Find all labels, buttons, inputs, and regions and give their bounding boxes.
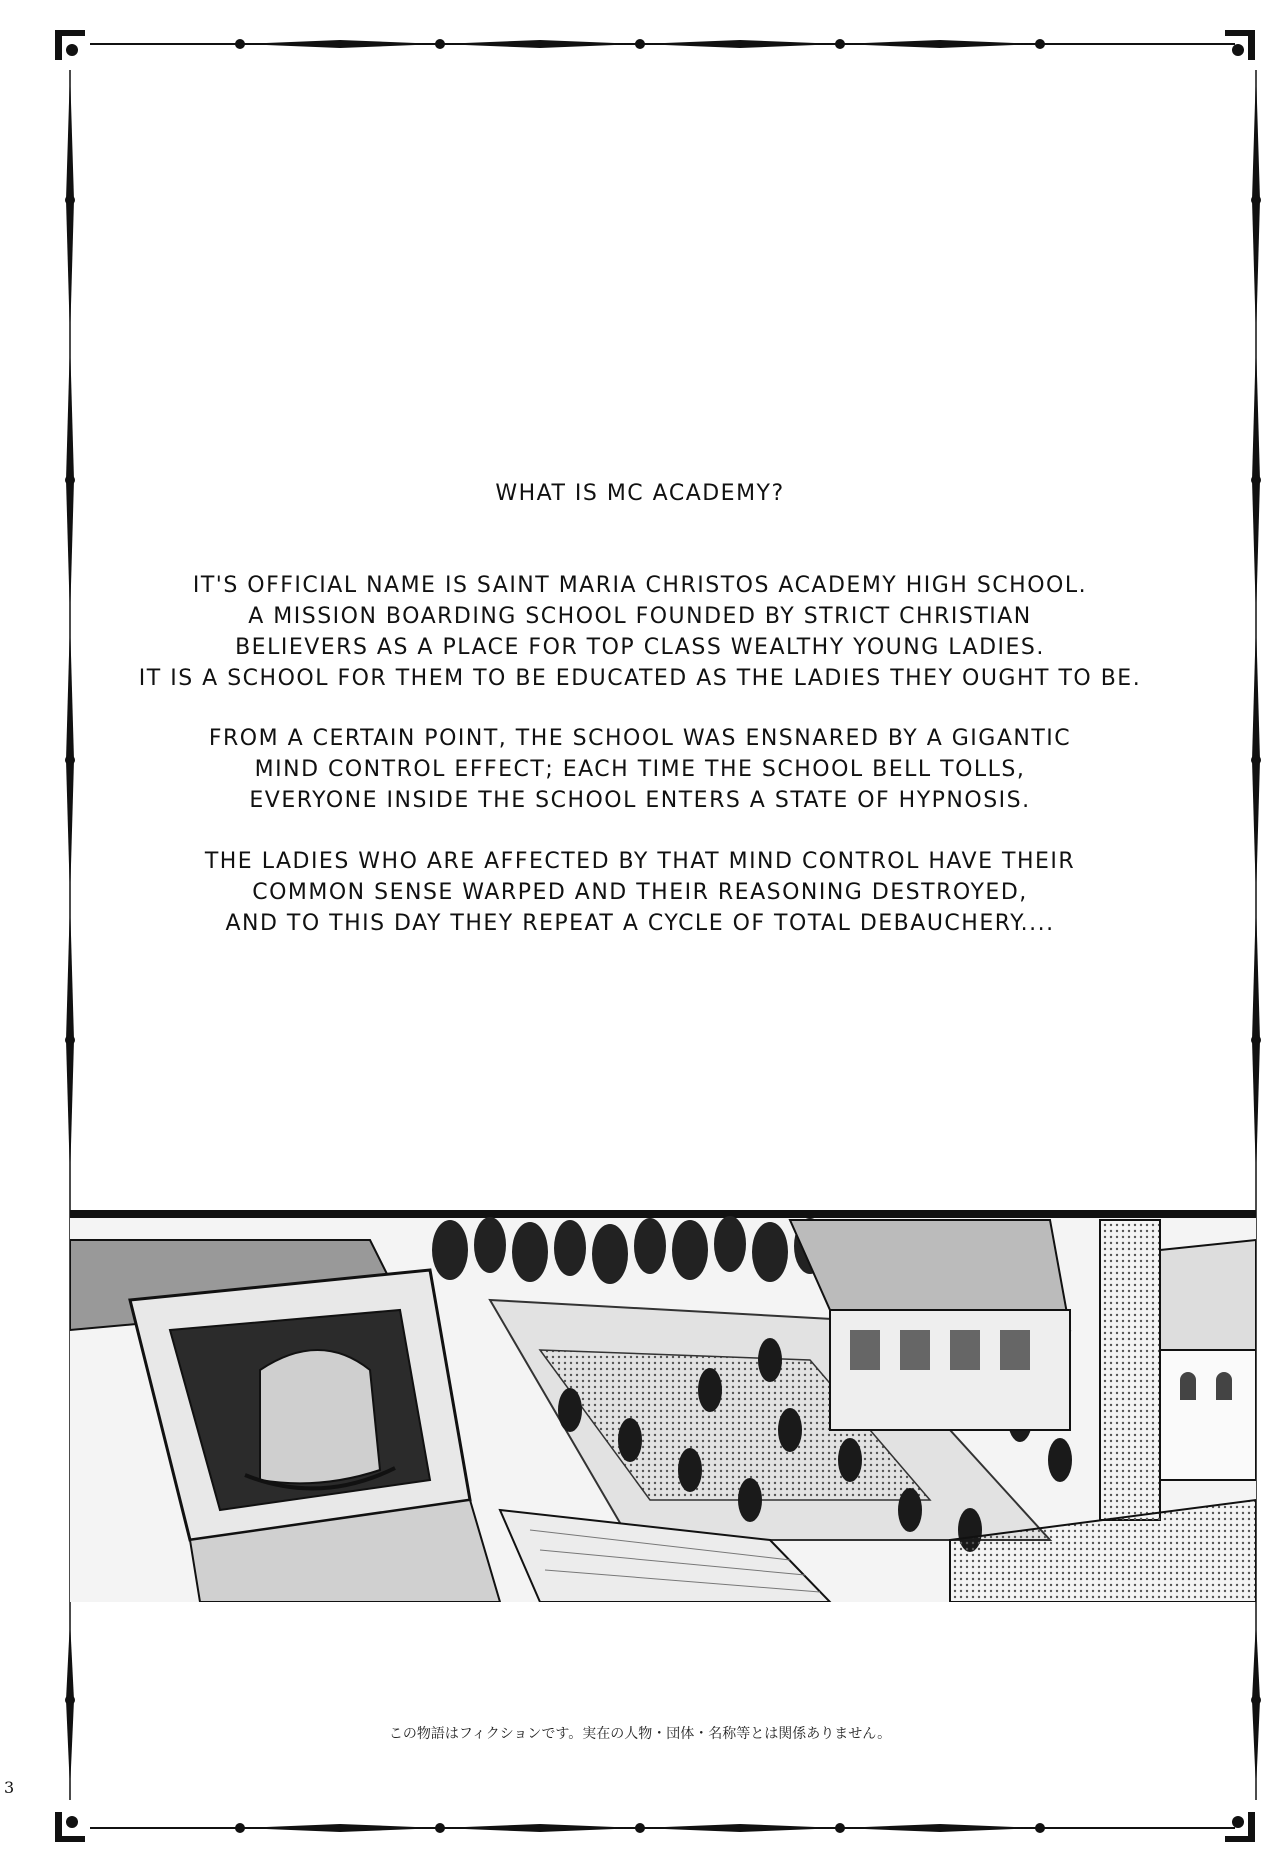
paragraph-line: BELIEVERS AS A PLACE FOR TOP CLASS WEALTHY YOUNG LADIES. [235, 635, 1045, 660]
paragraph-line: IT IS A SCHOOL FOR THEM TO BE EDUCATED AS THE LADIES THEY OUGHT TO BE. [138, 666, 1142, 691]
paragraph-line: THE LADIES WHO ARE AFFECTED BY THAT MIND CONTROL HAVE THEIR [204, 849, 1076, 874]
paragraph-line: EVERYONE INSIDE THE SCHOOL ENTERS A STATE OF HYPNOSIS. [249, 788, 1031, 813]
paragraph-line: A MISSION BOARDING SCHOOL FOUNDED BY STRICT CHRISTIAN [248, 604, 1032, 629]
school-bell-tower-illustration [70, 1210, 1256, 1602]
paragraph-3 [100, 846, 1180, 939]
paragraph-line: IT'S OFFICIAL NAME IS SAINT MARIA CHRISTOS ACADEMY HIGH SCHOOL. [192, 573, 1088, 598]
paragraph-line: COMMON SENSE WARPED AND THEIR REASONING DESTROYED, [252, 880, 1028, 905]
paragraph-2 [100, 723, 1180, 816]
paragraph-line: MIND CONTROL EFFECT; EACH TIME THE SCHOOL BELL TOLLS, [254, 757, 1026, 782]
paragraph-line: FROM A CERTAIN POINT, THE SCHOOL WAS ENSNARED BY A GIGANTIC [208, 726, 1072, 751]
page-title: WHAT IS MC ACADEMY? [495, 481, 785, 506]
page-number: 3 [4, 1778, 15, 1797]
paragraph-1 [100, 570, 1180, 694]
paragraph-line: AND TO THIS DAY THEY REPEAT A CYCLE OF TOTAL DEBAUCHERY.... [225, 911, 1055, 936]
fiction-disclaimer: この物語はフィクションです。実在の人物・団体・名称等とは関係ありません。 [388, 1726, 892, 1742]
